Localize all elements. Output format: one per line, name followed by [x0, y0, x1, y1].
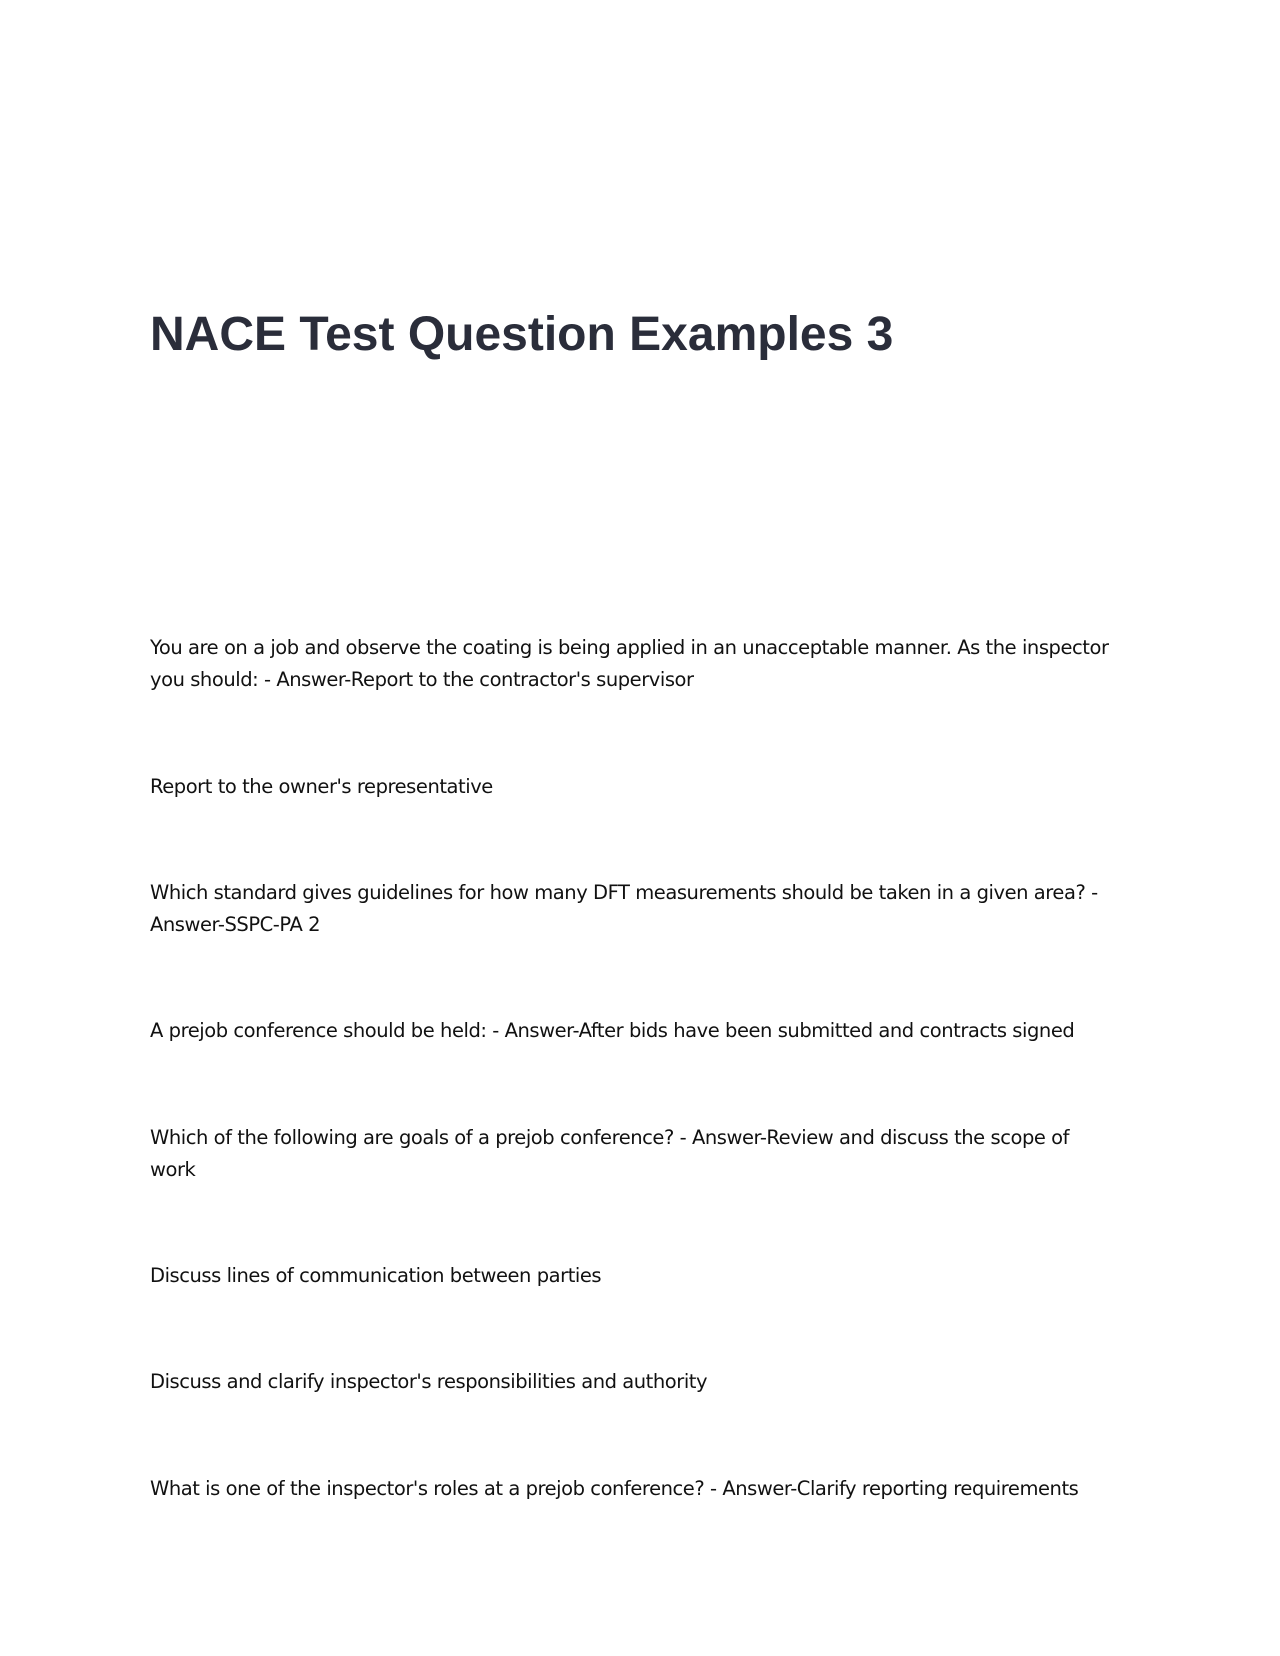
question-paragraph: What is one of the inspector's roles at a prejob conference? - Answer-Clarify reporting requirements	[150, 1477, 1079, 1500]
question-paragraph: Which of the following are goals of a prejob conference? - Answer-Review and discuss the scope of work	[150, 1126, 1070, 1181]
answer-option-paragraph: Discuss and clarify inspector's responsibilities and authority	[150, 1370, 708, 1393]
page-title: NACE Test Question Examples 3	[150, 308, 894, 361]
answer-option-paragraph: Report to the owner's representative	[150, 775, 493, 798]
question-paragraph: You are on a job and observe the coating is being applied in an unacceptable manner. As the inspector you should: - Answer-Report to the contractor's supervisor	[150, 636, 1109, 691]
answer-option-paragraph: Discuss lines of communication between parties	[150, 1264, 602, 1287]
question-paragraph: A prejob conference should be held: - Answer-After bids have been submitted and contracts signed	[150, 1019, 1075, 1042]
question-paragraph: Which standard gives guidelines for how many DFT measurements should be taken in a given area? - Answer-SSPC-PA 2	[150, 881, 1098, 936]
